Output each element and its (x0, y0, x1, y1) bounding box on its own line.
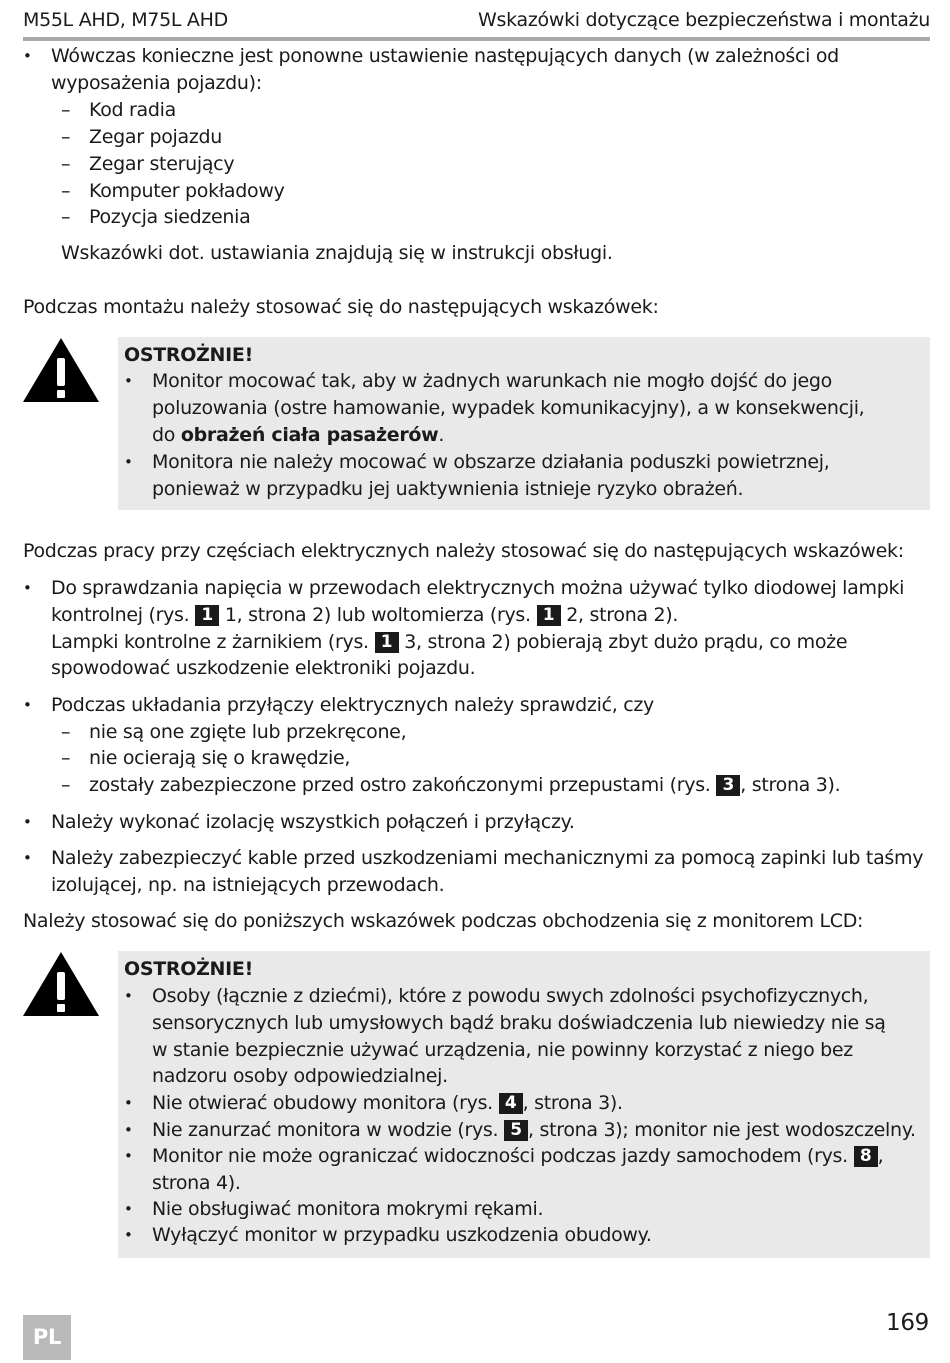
electrical-text-line: izolującej, np. na istniejących przewodach. (51, 874, 445, 896)
emphasis-injury: obrażeń ciała pasażerów (180, 424, 439, 446)
figure-ref-badge: 8 (854, 1146, 878, 1167)
intro-note: Wskazówki dot. ustawiania znajdują się w instrukcji obsługi. (61, 242, 613, 264)
page-number: 169 (886, 1310, 929, 1336)
intro-text-line1: Wówczas konieczne jest ponowne ustawienie następujących danych (w zależności od (51, 45, 839, 67)
caution-text-line: ponieważ w przypadku jej uaktywnienia istnieje ryzyko obrażeń. (152, 478, 744, 500)
bullet-marker: • (23, 47, 32, 65)
header-product-name: M55L AHD, M75L AHD (23, 9, 228, 31)
warning-triangle-icon (22, 950, 100, 1018)
figure-ref-badge: 1 (195, 605, 219, 626)
electrical-sub-item: – nie ocierają się o krawędzie, (61, 747, 351, 769)
warning-triangle-icon (22, 336, 100, 404)
figure-ref-badge: 5 (504, 1120, 528, 1141)
caution-text-line: do obrażeń ciała pasażerów. (152, 424, 445, 446)
header-divider (23, 37, 930, 41)
caution-text-line: sensorycznych lub umysłowych bądź braku doświadczenia lub niewiedzy nie są (152, 1012, 886, 1034)
electrical-text-line: kontrolnej (rys. 1 1, strona 2) lub woltomierza (rys. 1 2, strona 2). (51, 604, 679, 626)
intro-list-item: – Zegar sterujący (61, 153, 235, 175)
caution-text-line: nadzoru osoby odpowiedzialnej. (152, 1065, 448, 1087)
caution-heading: OSTROŻNIE! (124, 344, 253, 366)
caution-text-line: w stanie bezpiecznie używać urządzenia, nie powinny korzystać z niego bez (152, 1039, 853, 1061)
caution-heading: OSTROŻNIE! (124, 958, 253, 980)
mounting-intro: Podczas montażu należy stosować się do następujących wskazówek: (23, 296, 659, 318)
electrical-text-line: Lampki kontrolne z żarnikiem (rys. 1 3, strona 2) pobierają zbyt dużo prądu, co może (51, 631, 848, 653)
electrical-intro: Podczas pracy przy częściach elektrycznych należy stosować się do następujących wskazówek: (23, 540, 904, 562)
electrical-text-line: spowodować uszkodzenie elektroniki pojazdu. (51, 657, 476, 679)
intro-list-item: – Kod radia (61, 99, 176, 121)
figure-ref-badge: 3 (716, 775, 740, 796)
electrical-sub-item: – zostały zabezpieczone przed ostro zakończonymi przepustami (rys. 3 , strona 3). (61, 774, 841, 796)
header-section-title: Wskazówki dotyczące bezpieczeństwa i montażu (478, 9, 930, 31)
electrical-sub-item: – nie są one zgięte lub przekręcone, (61, 721, 407, 743)
figure-ref-badge: 4 (499, 1093, 523, 1114)
language-badge: PL (23, 1315, 71, 1360)
figure-ref-badge: 1 (537, 605, 561, 626)
intro-list-item: – Zegar pojazdu (61, 126, 223, 148)
intro-list-item: – Komputer pokładowy (61, 180, 285, 202)
intro-list-item: – Pozycja siedzenia (61, 206, 251, 228)
figure-ref-badge: 1 (375, 632, 399, 653)
lcd-intro: Należy stosować się do poniższych wskazówek podczas obchodzenia się z monitorem LCD: (23, 910, 864, 932)
caution-text-line: strona 4). (152, 1172, 241, 1194)
intro-text-line2: wyposażenia pojazdu): (51, 72, 262, 94)
caution-text-line: poluzowania (ostre hamowanie, wypadek komunikacyjny), a w konsekwencji, (152, 397, 865, 419)
